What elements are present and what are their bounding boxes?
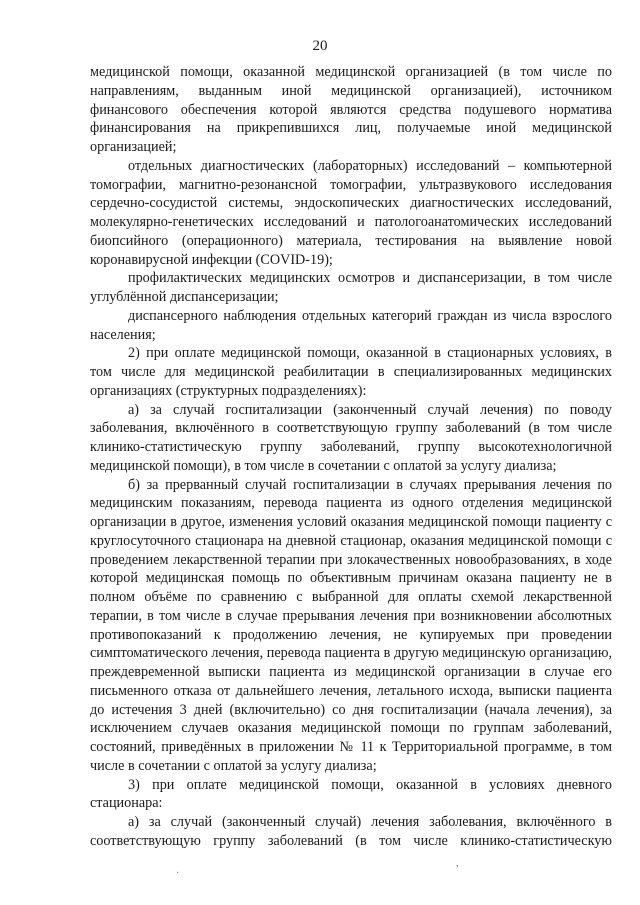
- paragraph-day-hospital-payment: 3) при оплате медицинской помощи, оказанной в условиях дневного стационара:: [90, 776, 612, 812]
- scan-speck: ,: [456, 858, 459, 869]
- paragraph-dispensary-observation: диспансерного наблюдения отдельных категорий граждан из числа взрослого населения;: [90, 307, 612, 343]
- scan-speck: ·: [176, 868, 180, 879]
- paragraph-day-hospital-case: а) за случай (законченный случай) лечения заболевания, включённого в соответствующую группу заболеваний (в том числе клинико-статистическую: [90, 814, 612, 849]
- paragraph-inpatient-payment: 2) при оплате медицинской помощи, оказанной в стационарных условиях, в том числе для медицинской реабилитации в специализированных медицинских организациях (структурных подразделениях):: [90, 345, 612, 399]
- paragraph-interrupted-case: б) за прерванный случай госпитализации в случаях прерывания лечения по медицинским показаниям, перевода пациента из одного отделения медицинской организации в другое, изменения условий оказания медицинской помощи пациенту с круглосуточного стационара на дневной стационар, оказания медицинской помощи с проведением лекарственной терапии при злокачественных новообразованиях, в ходе которой медицинская помощь по объективным причинам оказана пациенту не в полном объёме по сравнению с выбранной для оплаты схемой лекарственной терапии, в том числе в случае прерывания лечения при возникновении абсолютных противопоказаний к продолжению лечения, не купируемых при проведении симптоматического лечения, перевода пациента в другую медицинскую организацию, преждевременной выписки пациента из медицинской организации в случае его письменного отказа от дальнейшего лечения, летального исхода, выписки пациента до истечения 3 дней (включительно) со дня госпитализации (начала лечения), за исключением случаев оказания медицинской помощи по группам заболеваний, состояний, приведённых в приложении № 11 к Территориальной программе, в том числе в сочетании с оплатой за услугу диализа;: [90, 476, 612, 774]
- paragraph-hospitalization-case: а) за случай госпитализации (законченный случай лечения) по поводу заболевания, включённого в соответствующую группу заболеваний (в том числе клинико-статистическую группу заболеваний, группу высокотехнологичной медицинской помощи), в том числе в сочетании с оплатой за услугу диализа;: [90, 401, 612, 474]
- paragraph-diagnostic-tests: отдельных диагностических (лабораторных) исследований – компьютерной томографии, магнитно-резонансной томографии, ультразвукового исследования сердечно-сосудистой системы, эндоскопических диагностических исследований, молекулярно-генетических исследований и патологоанатомических исследований биопсийного (операционного) материала, тестирования на выявление новой коронавирусной инфекции (COVID-19);: [90, 157, 612, 268]
- document-body: [90, 63, 612, 851]
- page-number: 20: [312, 38, 328, 54]
- paragraph-continued: медицинской помощи, оказанной медицинской организацией (в том числе по направлениям, выданным иной медицинской организацией), источником финансового обеспечения которой являются средства подушевого норматива финансирования на прикрепившихся лиц, получаемые иной медицинской организацией;: [90, 64, 612, 155]
- paragraph-preventive-exams: профилактических медицинских осмотров и диспансеризации, в том числе углублённой диспансеризации;: [90, 270, 612, 305]
